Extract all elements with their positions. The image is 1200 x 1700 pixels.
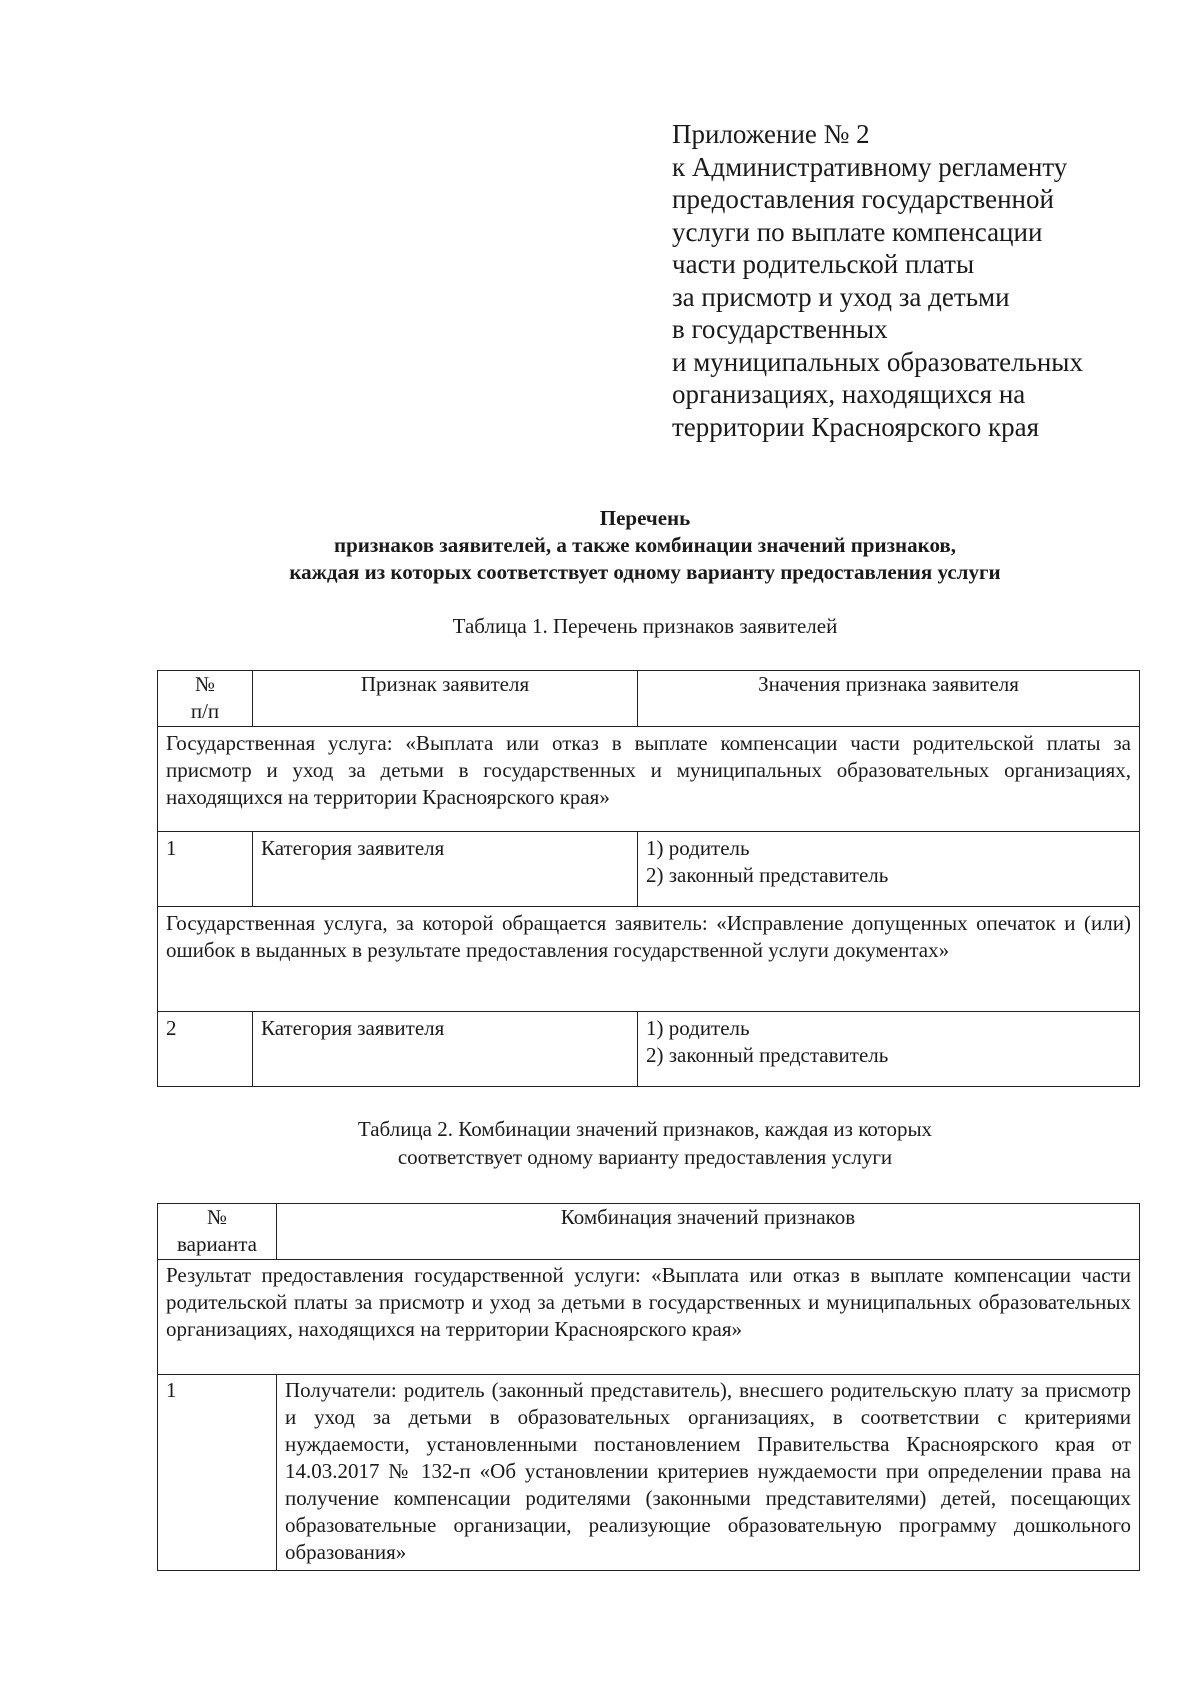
combinations-table — [157, 1203, 1140, 1571]
table2-caption — [0, 1115, 1200, 1171]
heading-subtitle-line: каждая из которых соответствует одному варианту предоставления услуги — [289, 560, 1001, 584]
table2-caption-line: соответствует одному варианту предоставления услуги — [397, 1145, 893, 1169]
row-num: 2 — [158, 1012, 253, 1087]
annex-line: организациях, находящихся на — [672, 379, 1026, 409]
annex-line: части родительской платы — [672, 249, 975, 279]
table-row — [158, 832, 1140, 907]
header-num-label: варианта — [176, 1232, 257, 1256]
annex-block — [672, 118, 1172, 443]
heading-title: Перечень — [599, 506, 691, 530]
row-value: 2) законный представитель — [646, 1043, 889, 1067]
row-combination-text: Получатели: родитель (законный представитель), внесшего родительскую плату за присмотр и уход за детьми в образовательных организациях, в соответствии с критериями нуждаемости, установленными постановлением Правительства Красноярского края от 14.03.2017 № 132-п «Об установлении критериев нуждаемости при определении права на получение компенсации родителями (законными представителями) детей, посещающих образовательные организации, реализующие образовательную программу дошкольного образования» — [277, 1375, 1140, 1571]
row-sign: Категория заявителя — [253, 832, 638, 907]
table-section-row — [158, 1260, 1140, 1375]
table-header-row — [158, 671, 1140, 727]
header-combo-cell: Комбинация значений признаков — [277, 1204, 1140, 1260]
applicant-signs-table — [157, 670, 1140, 1087]
table2-caption-line: Таблица 2. Комбинации значений признаков, каждая из которых — [357, 1117, 933, 1141]
annex-line: за присмотр и уход за детьми — [672, 281, 1010, 312]
header-sign-cell: Признак заявителя — [253, 671, 638, 727]
heading-subtitle-line: признаков заявителей, а также комбинации значений признаков, — [333, 533, 957, 557]
annex-line: услуги по выплате компенсации — [672, 216, 1043, 247]
section-text: Государственная услуга, за которой обращается заявитель: «Исправление допущенных опечаток и (или) ошибок в выданных в результате предоставления государственной услуги документах» — [158, 907, 1140, 1012]
annex-line: Приложение № 2 — [672, 119, 870, 149]
table-header-row — [158, 1204, 1140, 1260]
row-num: 1 — [158, 832, 253, 907]
document-heading — [0, 505, 1200, 586]
annex-line: территории Красноярского края — [672, 411, 1040, 442]
header-values-cell: Значения признака заявителя — [638, 671, 1140, 727]
table-row — [158, 1012, 1140, 1087]
row-values — [638, 1012, 1140, 1087]
row-value: 1) родитель — [646, 1016, 750, 1040]
table-row — [158, 1375, 1140, 1571]
header-num-cell — [158, 671, 253, 727]
header-num-label: п/п — [190, 699, 220, 723]
header-num-symbol: № — [194, 672, 216, 696]
section-text: Результат предоставления государственной услуги: «Выплата или отказ в выплате компенсации части родительской платы за присмотр и уход за детьми в государственных и муниципальных образовательных организациях, находящихся на территории Красноярского края» — [158, 1260, 1140, 1375]
row-sign: Категория заявителя — [253, 1012, 638, 1087]
table-section-row — [158, 907, 1140, 1012]
header-num-symbol: № — [206, 1205, 228, 1229]
annex-line: в государственных — [672, 314, 888, 344]
row-value: 2) законный представитель — [646, 863, 889, 887]
row-values — [638, 832, 1140, 907]
section-text: Государственная услуга: «Выплата или отказ в выплате компенсации части родительской платы за присмотр и уход за детьми в государственных и муниципальных образовательных организациях, находящихся на территории Красноярского края» — [158, 727, 1140, 832]
annex-line: предоставления государственной — [672, 184, 1054, 214]
table1-caption: Таблица 1. Перечень признаков заявителей — [452, 614, 838, 638]
header-num-cell — [158, 1204, 277, 1260]
annex-line: к Административному регламенту — [672, 151, 1068, 182]
row-value: 1) родитель — [646, 836, 750, 860]
annex-line: и муниципальных образовательных — [672, 346, 1083, 377]
table-section-row — [158, 727, 1140, 832]
row-num: 1 — [158, 1375, 277, 1571]
